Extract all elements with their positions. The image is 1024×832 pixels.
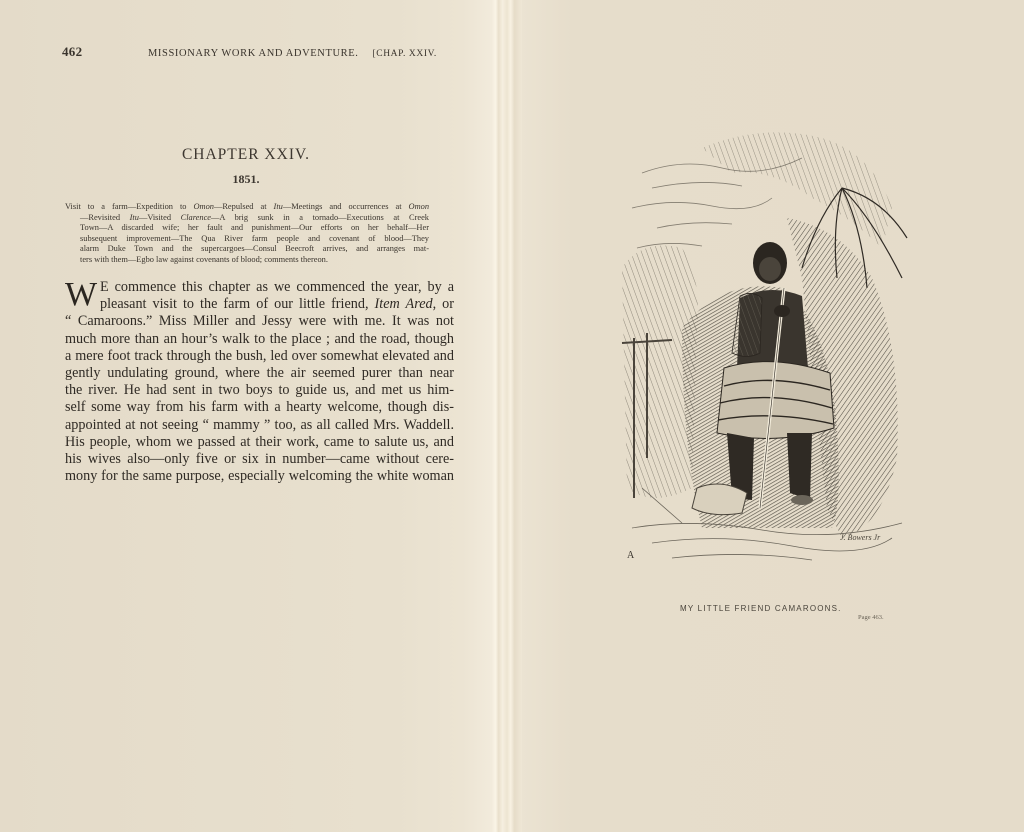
drop-cap: W — [65, 276, 98, 313]
book-gutter — [492, 0, 522, 832]
text-line: much more than an hour’s walk to the place ; and the road, though — [65, 330, 454, 347]
illustration-caption: MY LITTLE FRIEND CAMAROONS. — [680, 604, 842, 613]
text-line: subsequent improvement—The Qua River farm people and covenant of blood—They — [80, 233, 429, 243]
text-line: “ Camaroons.” Miss Miller and Jessy were with me. It was not — [65, 313, 454, 330]
chapter-synopsis — [65, 202, 429, 266]
text-line: appointed at not seeing “ mammy ” too, as all called Mrs. Waddell. — [65, 416, 454, 433]
text-line: ters with them—Egbo law against covenants of blood; comments thereon. — [80, 254, 328, 264]
text-line: alarm Duke Town and the supercargoes—Consul Beecroft arrives, and arranges mat- — [80, 244, 429, 254]
paragraph-1 — [65, 276, 454, 485]
text-line: a mere foot track through the bush, led over somewhat elevated and — [65, 347, 454, 364]
text-line: the river. He had sent in two boys to guide us, and met us him- — [65, 382, 454, 399]
text-line: —Revisited Itu—Visited Clarence—A brig sunk in a tornado—Executions at Creek — [80, 212, 429, 222]
running-title: MISSIONARY WORK AND ADVENTURE. — [148, 48, 359, 59]
chapter-year: 1851. — [232, 172, 260, 186]
svg-text:A: A — [627, 550, 635, 561]
text-line: gently undulating ground, where the air seemed purer than near — [65, 365, 454, 382]
artist-signature: J. Bowers Jr — [840, 533, 881, 542]
text-line: mony for the same purpose, especially welcoming the white woman — [65, 468, 454, 485]
text-line: Visit to a farm—Expedition to Omon—Repulsed at Itu—Meetings and occurrences at Omon — [65, 202, 430, 211]
text-line: pleasant visit to the farm of our little friend, Item Ared, or — [100, 296, 454, 313]
text-line: Town—A discarded wife; her fault and punishment—Our efforts on her behalf—Her — [80, 223, 429, 233]
chapter-title: CHAPTER XXIV. — [181, 146, 311, 163]
page-reference: Page 463. — [858, 614, 884, 621]
chapter-reference: [CHAP. XXIV. — [372, 49, 437, 59]
text-line: self some way from his farm with a hearty welcome, though dis- — [65, 399, 454, 416]
left-page — [0, 0, 492, 832]
text-line: E commence this chapter as we commenced the year, by a — [100, 279, 454, 295]
text-line: his wives also—only five or six in number—came without cere- — [65, 451, 454, 468]
running-head — [62, 44, 452, 60]
engraving-illustration — [612, 128, 912, 588]
page-number: 462 — [62, 44, 83, 59]
text-line: His people, whom we passed at their work, came to salute us, and — [65, 433, 454, 450]
